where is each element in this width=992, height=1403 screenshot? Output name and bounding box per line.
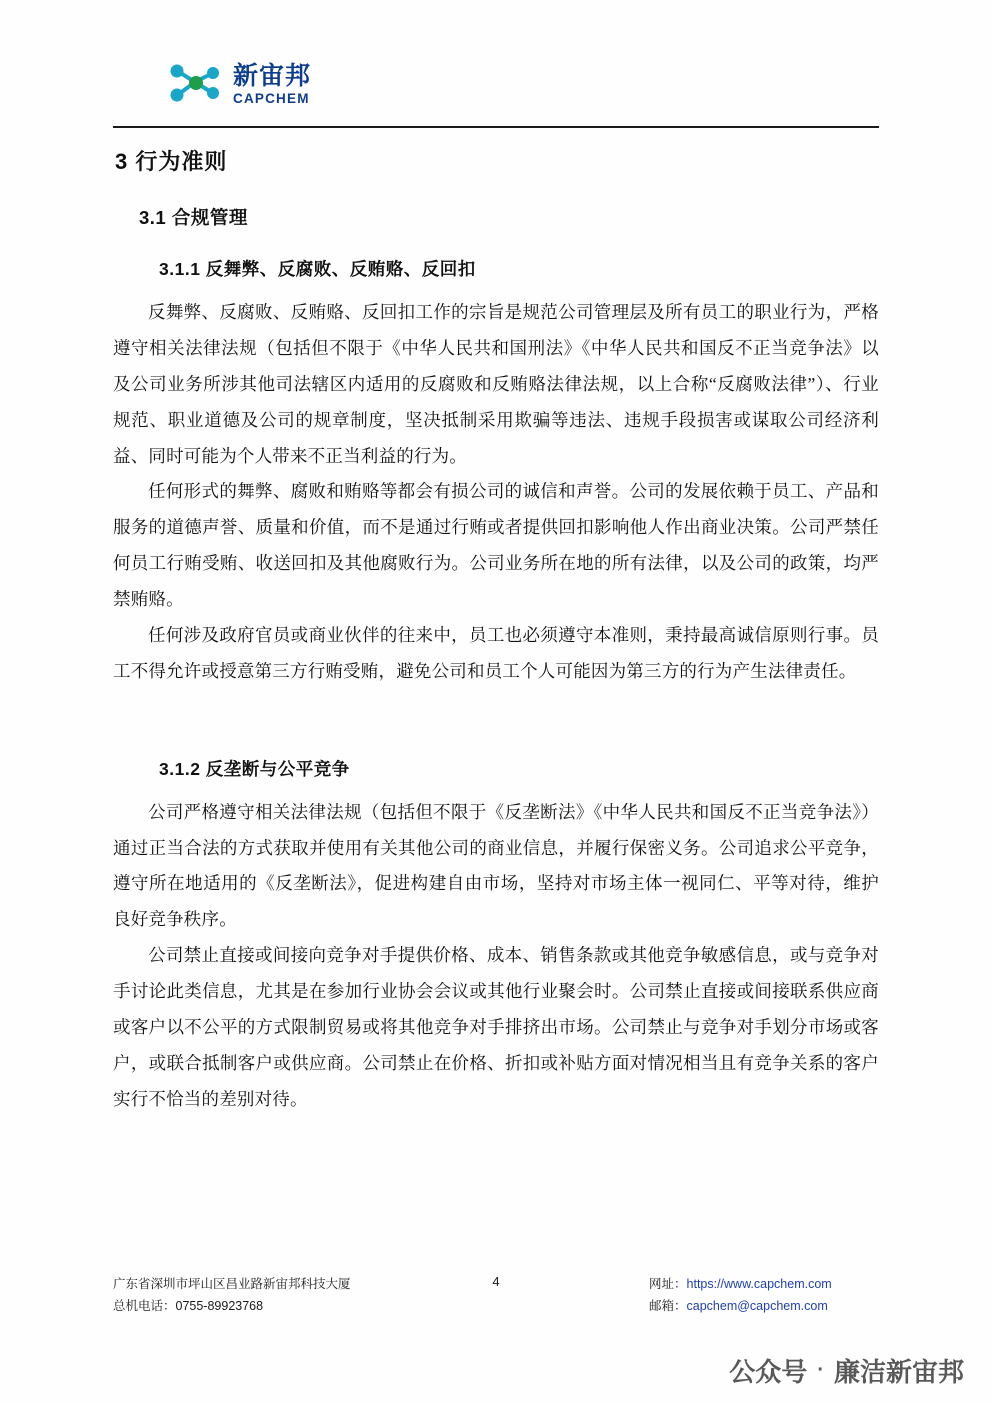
paragraph: 任何形式的舞弊、腐败和贿赂等都会有损公司的诚信和声誉。公司的发展依赖于员工、产品和服务的道德声誉、质量和价值，而不是通过行贿或者提供回扣影响他人作出商业决策。公司严禁任何员工行贿受贿、收送回扣及其他腐败行为。公司业务所在地的所有法律，以及公司的政策，均严禁贿赂。 (113, 481, 879, 609)
footer-email-label: 邮箱： (649, 1298, 687, 1313)
footer-online-block (649, 1274, 879, 1318)
paragraph: 反舞弊、反腐败、反贿赂、反回扣工作的宗旨是规范公司管理层及所有员工的职业行为，严格遵守相关法律法规（包括但不限于《中华人民共和国刑法》《中华人民共和国反不正当竞争法》以及公司业务所涉其他司法辖区内适用的反腐败和反贿赂法律法规，以上合称“反腐败法律”）、行业规范、职业道德及公司的规章制度，坚决抵制采用欺骗等违法、违规手段损害或谋取公司经济利益、同时可能为个人带来不正当利益的行为。 (113, 302, 879, 466)
footer-website-label: 网址： (649, 1277, 687, 1291)
subsection-heading: 3.1 合规管理 (139, 207, 248, 228)
logo-name-cn: 新宙邦 (233, 62, 312, 91)
topic-heading-2: 3.1.2 反垄断与公平竞争 (159, 758, 350, 779)
promo-prefix: 公众号 (729, 1357, 808, 1387)
company-logo (165, 60, 311, 110)
topic-heading-1: 3.1.1 反舞弊、反腐败、反贿赂、反回扣 (159, 259, 476, 279)
paragraph: 公司禁止直接或间接向竞争对手提供价格、成本、销售条款或其他竞争敏感信息，或与竞争对手讨论此类信息，尤其是在参加行业协会会议或其他行业聚会时。公司禁止直接或间接联系供应商或客户以不公平的方式限制贸易或将其他竞争对手排挤出市场。公司禁止与竞争对手划分市场或客户，或联合抵制客户或供应商。公司禁止在价格、折扣或补贴方面对情况相当且有竞争关系的客户实行不恰当的差别对待。 (113, 945, 879, 1109)
footer-phone: 总机电话：0755-89923768 (113, 1298, 264, 1313)
footer-address: 广东省深圳市坪山区昌业路新宙邦科技大厦 (113, 1277, 351, 1291)
footer-email-link[interactable]: capchem@capchem.com (686, 1298, 828, 1313)
page-header (113, 52, 879, 128)
footer-website-line (649, 1274, 879, 1296)
paragraph: 公司严格遵守相关法律法规（包括但不限于《反垄断法》《中华人民共和国反不正当竞争法》）通过正当合法的方式获取并使用有关其他公司的商业信息，并履行保密义务。公司追求公平竞争，遵守所在地适用的《反垄断法》，促进构建自由市场，坚持对市场主体一视同仁、平等对待，维护良好竞争秩序。 (113, 801, 879, 930)
paragraph: 任何涉及政府官员或商业伙伴的往来中，员工也必须遵守本准则，秉持最高诚信原则行事。员工不得允许或授意第三方行贿受贿，避免公司和员工个人可能因为第三方的行为产生法律责任。 (113, 624, 879, 681)
document-body (113, 133, 879, 1118)
logo-name-en: CAPCHEM (233, 91, 310, 107)
molecule-icon (165, 60, 227, 110)
page-number: 4 (492, 1274, 500, 1289)
promo-account-name: 廉洁新宙邦 (833, 1357, 964, 1387)
footer-email-line (649, 1296, 879, 1318)
page-footer (113, 1268, 879, 1326)
footer-website-link[interactable]: https://www.capchem.com (686, 1277, 832, 1291)
promo-watermark (729, 1352, 964, 1389)
logo-wordmark (233, 64, 311, 106)
section-heading: 3 行为准则 (115, 149, 228, 174)
promo-separator: · (817, 1359, 824, 1381)
